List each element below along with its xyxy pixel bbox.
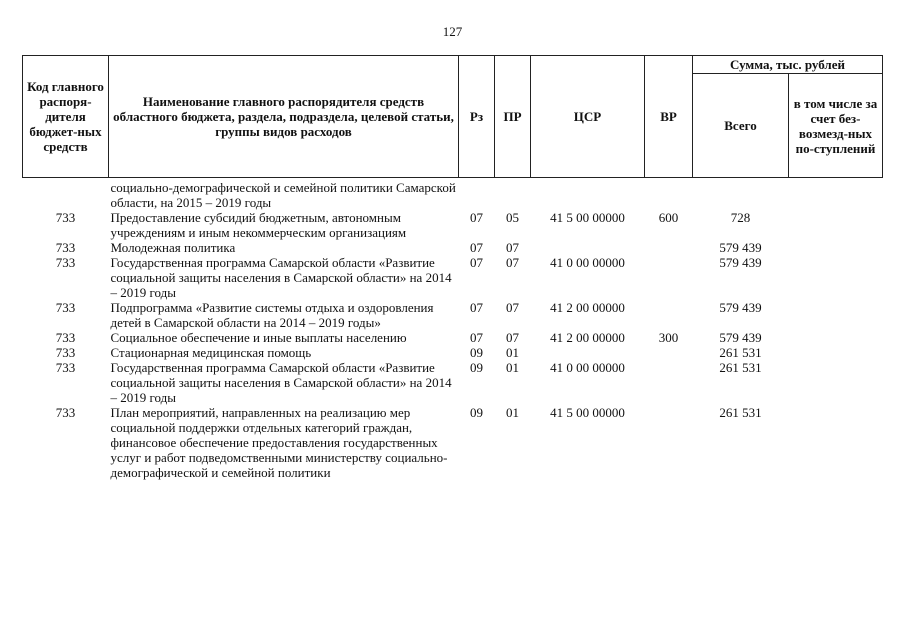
cell-incl	[789, 210, 883, 240]
header-csr: ЦСР	[531, 56, 645, 178]
header-pr: ПР	[495, 56, 531, 178]
header-rz: Рз	[459, 56, 495, 178]
cell-name: План мероприятий, направленных на реализацию мер социальной поддержки отдельных категорий граждан, финансовое обеспечение предоставления государственных услуг и работ подведомственными министерству социально-демографической и семейной политики	[110, 405, 448, 480]
cell-name: Подпрограмма «Развитие системы отдыха и оздоровления детей в Самарской области на 2014 – 2019 годы»	[110, 300, 434, 330]
cell-incl	[789, 360, 883, 405]
budget-table	[22, 55, 883, 480]
cell-vr: 600	[658, 210, 679, 225]
table-row	[23, 178, 883, 211]
cell-rz	[459, 178, 495, 211]
cell-csr: 41 0 00 00000	[550, 360, 625, 375]
cell-total: 728	[730, 210, 751, 225]
cell-code: 733	[55, 405, 76, 420]
header-sum: Сумма, тыс. рублей	[693, 56, 883, 74]
cell-name: Государственная программа Самарской области «Развитие социальной защиты населения в Самарской области» на 2014 – 2019 годы	[110, 255, 452, 300]
cell-incl	[789, 405, 883, 480]
table-row	[23, 255, 883, 300]
cell-name: Предоставление субсидий бюджетным, автономным учреждениям и иным некоммерческим организациям	[110, 210, 407, 240]
cell-incl	[789, 178, 883, 211]
cell-incl	[789, 330, 883, 345]
cell-total: 261 531	[719, 360, 762, 375]
cell-code: 733	[55, 255, 76, 270]
table-row	[23, 210, 883, 240]
table-row	[23, 330, 883, 345]
cell-pr: 07	[506, 240, 519, 255]
cell-code	[23, 178, 109, 211]
cell-code: 733	[55, 210, 76, 225]
cell-rz: 07	[470, 330, 483, 345]
cell-csr: 41 5 00 00000	[550, 405, 625, 420]
cell-name: Государственная программа Самарской области «Развитие социальной защиты населения в Самарской области» на 2014 – 2019 годы	[110, 360, 452, 405]
cell-total: 579 439	[719, 255, 762, 270]
table-row	[23, 345, 883, 360]
cell-vr	[645, 360, 693, 405]
cell-rz: 09	[470, 360, 483, 375]
table-row	[23, 300, 883, 330]
cell-name: Социальное обеспечение и иные выплаты населению	[110, 330, 407, 345]
cell-vr	[645, 405, 693, 480]
cell-code: 733	[55, 240, 76, 255]
cell-rz: 07	[470, 255, 483, 270]
cell-csr	[531, 345, 645, 360]
cell-rz: 07	[470, 240, 483, 255]
cell-pr: 01	[506, 405, 519, 420]
table-row	[23, 240, 883, 255]
cell-code: 733	[55, 330, 76, 345]
cell-name: Стационарная медицинская помощь	[110, 345, 312, 360]
cell-pr: 05	[506, 210, 519, 225]
cell-rz: 07	[470, 300, 483, 315]
cell-total: 261 531	[719, 345, 762, 360]
cell-csr	[531, 178, 645, 211]
cell-vr	[645, 300, 693, 330]
header-total: Всего	[693, 74, 789, 178]
header-name: Наименование главного распорядителя средств областного бюджета, раздела, подраздела, целевой статьи, группы видов расходов	[109, 56, 459, 178]
cell-csr	[531, 240, 645, 255]
cell-incl	[789, 300, 883, 330]
header-code: Код главного распоря-дителя бюджет-ных средств	[23, 56, 109, 178]
cell-incl	[789, 345, 883, 360]
cell-pr: 07	[506, 330, 519, 345]
cell-vr	[645, 345, 693, 360]
cell-incl	[789, 255, 883, 300]
cell-pr: 01	[506, 345, 519, 360]
cell-rz: 09	[470, 405, 483, 420]
table-row	[23, 360, 883, 405]
cell-csr: 41 2 00 00000	[550, 330, 625, 345]
cell-total: 579 439	[719, 300, 762, 315]
cell-total: 261 531	[719, 405, 762, 420]
cell-vr	[645, 240, 693, 255]
cell-code: 733	[55, 360, 76, 375]
header-vr: ВР	[645, 56, 693, 178]
cell-pr: 07	[506, 300, 519, 315]
cell-total: 579 439	[719, 330, 762, 345]
cell-name: социально-демографической и семейной политики Самарской области, на 2015 – 2019 годы	[110, 180, 456, 210]
cell-pr: 07	[506, 255, 519, 270]
cell-vr	[645, 178, 693, 211]
header-incl: в том числе за счет без-возмезд-ных по-ступлений	[789, 74, 883, 178]
cell-vr: 300	[658, 330, 679, 345]
cell-csr: 41 0 00 00000	[550, 255, 625, 270]
cell-pr: 01	[506, 360, 519, 375]
table-body	[23, 178, 883, 481]
cell-total: 579 439	[719, 240, 762, 255]
cell-rz: 07	[470, 210, 483, 225]
cell-pr	[495, 178, 531, 211]
cell-csr: 41 2 00 00000	[550, 300, 625, 315]
cell-total	[693, 178, 789, 211]
cell-name: Молодежная политика	[110, 240, 236, 255]
table-row	[23, 405, 883, 480]
cell-vr	[645, 255, 693, 300]
cell-code: 733	[55, 345, 76, 360]
page-number: 127	[442, 24, 463, 39]
cell-rz: 09	[470, 345, 483, 360]
cell-incl	[789, 240, 883, 255]
cell-code: 733	[55, 300, 76, 315]
cell-csr: 41 5 00 00000	[550, 210, 625, 225]
